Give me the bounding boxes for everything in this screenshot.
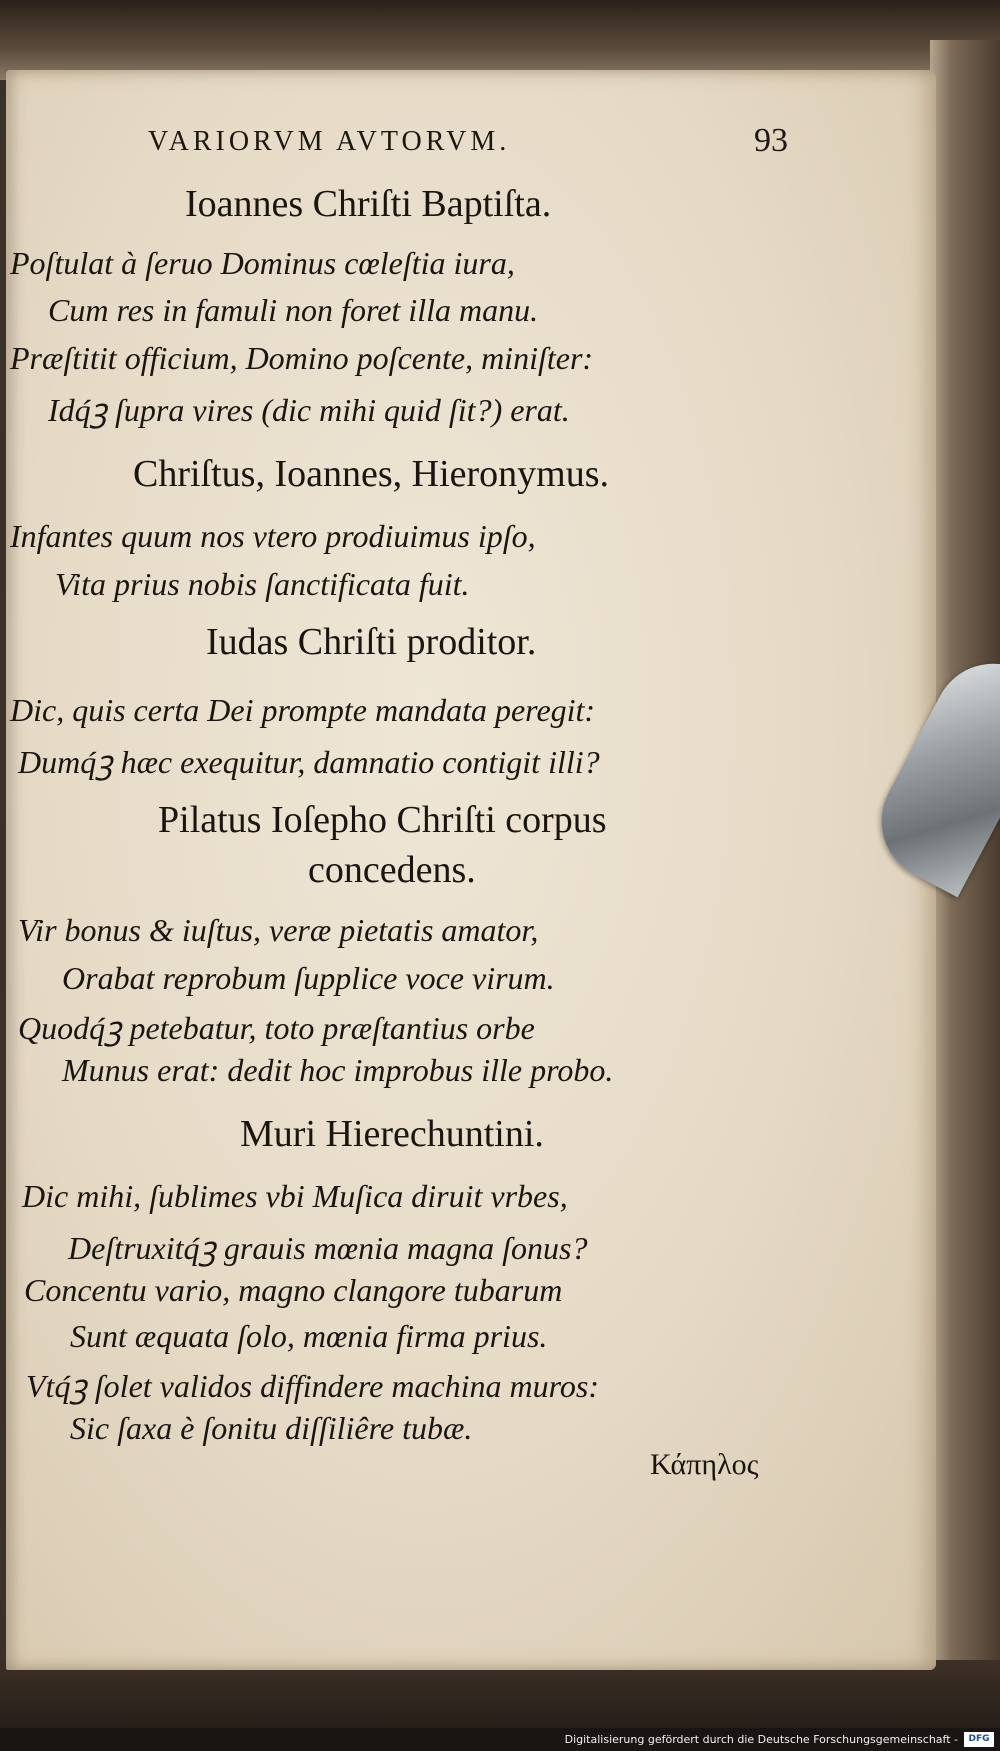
verse-line: Sunt æquata ſolo, mœnia firma prius. bbox=[70, 1318, 548, 1354]
verse-line: Concentu vario, magno clangore tubarum bbox=[24, 1272, 563, 1308]
verse-line: Vir bonus & iuſtus, veræ pietatis amator, bbox=[18, 912, 539, 948]
running-head: VARIORVM AVTORVM. bbox=[148, 126, 511, 157]
verse-line: Dic mihi, ſublimes vbi Muſica diruit vrbes, bbox=[22, 1178, 568, 1214]
verse-line: Quodq́ꝫ petebatur, toto præſtantius orbe bbox=[18, 1010, 535, 1046]
verse-line: Sic ſaxa è ſonitu diſſiliêre tubæ. bbox=[70, 1410, 473, 1446]
page-number: 93 bbox=[754, 122, 788, 159]
verse-line: Poſtulat à ſeruo Dominus cœleſtia iura, bbox=[10, 245, 515, 281]
book-top-edge bbox=[0, 0, 1000, 80]
verse-line: Vtq́ꝫ ſolet validos diffindere machina muros: bbox=[26, 1368, 600, 1404]
section-heading: Ioannes Chriſti Baptiſta. bbox=[185, 183, 552, 225]
verse-line: Orabat reprobum ſupplice voce virum. bbox=[62, 960, 555, 996]
verse-line: Infantes quum nos vtero prodiuimus ipſo, bbox=[10, 518, 536, 554]
verse-line: Cum res in famuli non foret illa manu. bbox=[48, 292, 539, 328]
section-heading: Chriſtus, Ioannes, Hieronymus. bbox=[133, 453, 610, 495]
section-heading: Muri Hierechuntini. bbox=[240, 1113, 544, 1155]
verse-line: Præſtitit officium, Domino poſcente, miniſter: bbox=[10, 340, 594, 376]
verse-line: Munus erat: dedit hoc improbus ille probo. bbox=[62, 1052, 614, 1088]
dfg-logo: DFG bbox=[964, 1732, 994, 1747]
verse-line: Deſtruxitq́ꝫ grauis mœnia magna ſonus? bbox=[68, 1230, 588, 1266]
page-header bbox=[148, 122, 788, 166]
verse-line: Dumq́ꝫ hæc exequitur, damnatio contigit illi? bbox=[18, 744, 600, 780]
verse-line: Vita prius nobis ſanctificata fuit. bbox=[55, 566, 470, 602]
section-heading: Pilatus Ioſepho Chriſti corpus bbox=[158, 799, 607, 841]
verse-line: Idq́ꝫ ſupra vires (dic mihi quid ſit?) erat. bbox=[48, 392, 570, 428]
verse-line: Dic, quis certa Dei prompte mandata peregit: bbox=[10, 692, 596, 728]
footer-bar bbox=[0, 1728, 1000, 1751]
section-heading-continued: concedens. bbox=[308, 849, 476, 891]
funding-credit: Digitalisierung gefördert durch die Deutsche Forschungsgemeinschaft - bbox=[564, 1733, 958, 1746]
catchword: Κάπηλος bbox=[650, 1448, 759, 1481]
section-heading: Iudas Chriſti proditor. bbox=[206, 621, 537, 663]
